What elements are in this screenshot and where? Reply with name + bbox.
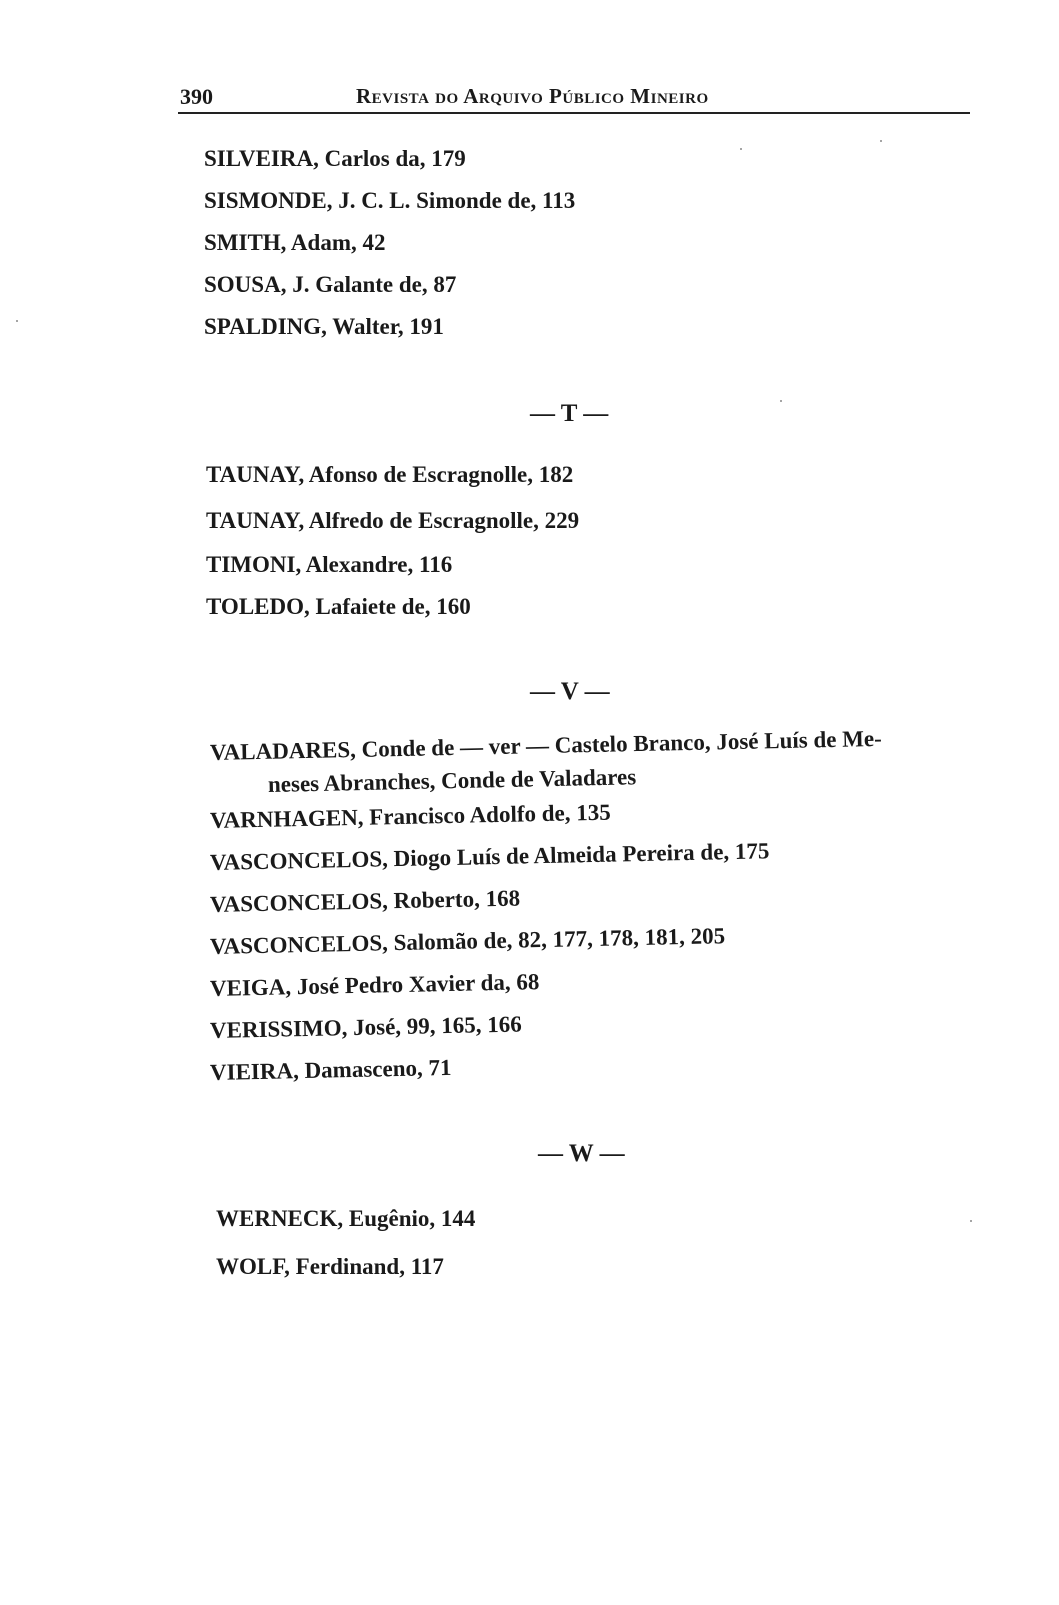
section-heading-v: — V — xyxy=(530,678,610,705)
page-header xyxy=(178,78,970,114)
index-entry: SISMONDE, J. C. L. Simonde de, 113 xyxy=(204,188,576,213)
scan-speck xyxy=(16,320,18,322)
index-entry: VASCONCELOS, Salomão de, 82, 177, 178, 181, 205 xyxy=(209,923,726,959)
index-entry: TAUNAY, Alfredo de Escragnolle, 229 xyxy=(206,508,580,533)
index-entry: SPALDING, Walter, 191 xyxy=(204,314,444,339)
index-entry: VALADARES, Conde de — ver — Castelo Branco, José Luís de Me- xyxy=(209,725,883,765)
scan-speck xyxy=(880,140,882,142)
index-entry-continuation: neses Abranches, Conde de Valadares xyxy=(267,764,637,797)
index-entry: TIMONI, Alexandre, 116 xyxy=(206,552,453,577)
scan-speck xyxy=(780,400,782,402)
index-entry: VASCONCELOS, Roberto, 168 xyxy=(209,885,521,917)
scan-speck xyxy=(740,148,742,150)
index-entry: WERNECK, Eugênio, 144 xyxy=(216,1206,476,1231)
index-entry: VEIGA, José Pedro Xavier da, 68 xyxy=(209,969,540,1001)
running-title: Revista do Arquivo Público Mineiro xyxy=(356,84,709,108)
index-entry: WOLF, Ferdinand, 117 xyxy=(216,1254,444,1279)
index-entry: TOLEDO, Lafaiete de, 160 xyxy=(206,594,471,619)
index-entry: SMITH, Adam, 42 xyxy=(204,230,386,255)
index-entry: SILVEIRA, Carlos da, 179 xyxy=(204,146,466,171)
section-heading-w: — W — xyxy=(538,1140,625,1167)
index-entry: SOUSA, J. Galante de, 87 xyxy=(204,272,457,297)
index-entry: TAUNAY, Afonso de Escragnolle, 182 xyxy=(206,462,574,487)
page-number: 390 xyxy=(180,84,213,109)
index-entry: VASCONCELOS, Diogo Luís de Almeida Pereira de, 175 xyxy=(209,838,770,875)
index-entry: VIEIRA, Damasceno, 71 xyxy=(209,1054,452,1085)
scan-speck xyxy=(970,1220,972,1222)
section-heading-t: — T — xyxy=(530,400,609,427)
index-entry: VERISSIMO, José, 99, 165, 166 xyxy=(209,1011,522,1043)
index-entry: VARNHAGEN, Francisco Adolfo de, 135 xyxy=(209,799,611,833)
